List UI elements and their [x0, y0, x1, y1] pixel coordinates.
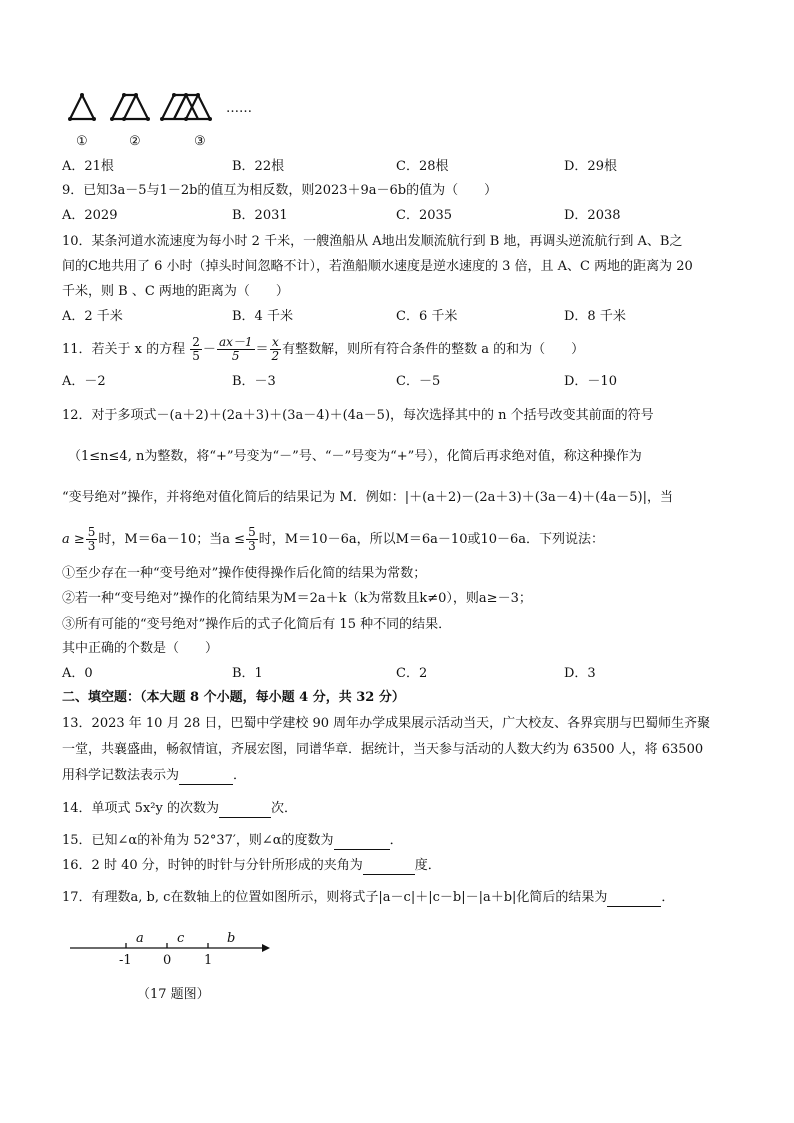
q13-line-1: 13．2023 年 10 月 28 日，巴蜀中学建校 90 周年办学成果展示活动当天，广大校友、各界宾朋与巴蜀师生齐聚 — [62, 716, 711, 731]
q12-line-1: 12．对于多项式－(a＋2)＋(2a＋3)＋(3a－4)＋(4a－5)，每次选择其中的 n 个括号改变其前面的符号 — [62, 408, 654, 423]
q11-frac3-numerator: x — [270, 336, 282, 350]
figure-ellipsis: …… — [226, 101, 252, 116]
q12-question: 其中正确的个数是（ ） — [62, 641, 219, 656]
q11-option-a: A．－2 — [62, 374, 106, 389]
q11-frac2-denominator: 5 — [231, 349, 240, 363]
q10-option-b: B．4 千米 — [232, 309, 293, 324]
q12-statement-2: ②若一种“变号绝对”操作的化简结果为M＝2a＋k（k为常数且k≠0），则a≥－3； — [62, 591, 532, 606]
q12-frac1-denominator: 3 — [87, 539, 96, 553]
q12-line-2: （1≤n≤4, n为整数，将“+”号变为“－”号、“－”号变为“+”号），化简后再求绝对值，称这种操作为 — [68, 449, 642, 464]
q9-option-c: C．2035 — [396, 208, 453, 223]
q10-line-3: 千米，则 B 、C 两地的距离为（ ） — [62, 284, 289, 299]
q16-line — [62, 857, 441, 875]
q8-option-a: A．21根 — [62, 159, 114, 174]
point-a-label: a — [136, 931, 144, 946]
q13-line3-text: 用科学记数法表示为 — [62, 768, 180, 783]
q12-line4-part-c: 时，M＝10－6a，所以M＝6a－10或10－6a．下列说法： — [258, 532, 605, 547]
q16-end: 度． — [414, 858, 441, 873]
q12-frac1-numerator: 5 — [87, 525, 96, 539]
q10-option-a: A．2 千米 — [62, 309, 123, 324]
q14-text: 14．单项式 5x²y 的次数为 — [62, 801, 219, 816]
q14-answer-blank[interactable] — [219, 803, 271, 818]
q11-prefix: 11．若关于 x 的方程 — [62, 342, 186, 357]
q8-option-d: D．29根 — [564, 159, 617, 174]
q13-end: ． — [233, 768, 247, 783]
q11-fraction-1 — [190, 336, 202, 363]
q10-line-1: 10．某条河道水流速度为每小时 2 千米，一艘渔船从 A地出发顺流航行到 B 地，再调头逆流航行到 A、B之 — [62, 234, 683, 249]
q9-option-a: A．2029 — [62, 208, 118, 223]
figure-label-1: ① — [76, 134, 88, 149]
q12-statement-3: ③所有可能的“变号绝对”操作后的式子化简后有 15 种不同的结果． — [62, 617, 452, 632]
number-line-arrow — [262, 944, 270, 952]
figure-label-2: ② — [129, 134, 141, 149]
q8-option-b: B．22根 — [232, 159, 285, 174]
q12-frac2-numerator: 5 — [248, 525, 256, 539]
tick-label-0: 0 — [163, 953, 172, 968]
q11-option-c: C．－5 — [396, 374, 441, 389]
q11-fraction-2 — [217, 336, 255, 363]
q14-end: 次． — [270, 801, 297, 816]
q12-option-d: D．3 — [564, 666, 596, 681]
q9-option-b: B．2031 — [232, 208, 288, 223]
q17-text: 17．有理数a, b, c在数轴上的位置如图所示，则将式子|a－c|＋|c－b|－|a＋b|化简后的结果为 — [62, 890, 608, 905]
q12-option-a: A．0 — [62, 666, 93, 681]
q17-answer-blank[interactable] — [607, 892, 661, 907]
q11-option-d: D．－10 — [564, 374, 617, 389]
q11-suffix: 有整数解，则所有符合条件的整数 a 的和为（ ） — [282, 342, 585, 357]
q16-text: 16．2 时 40 分，时钟的时针与分针所形成的夹角为 — [62, 858, 363, 873]
section-2-heading: 二、填空题：（本大题 8 个小题，每小题 4 分，共 32 分） — [62, 690, 405, 705]
q17-end: ． — [661, 890, 675, 905]
q11-frac3-denominator: 2 — [271, 349, 280, 363]
q12-line4-part-a: a ≥ — [62, 532, 85, 547]
q12-statement-1: ①至少存在一种“变号绝对”操作使得操作后化简的结果为常数； — [62, 566, 427, 581]
q12-option-b: B．1 — [232, 666, 263, 681]
q12-line4-part-b: 时，M＝6a－10；当a ≤ — [98, 532, 246, 547]
q10-line-2: 间的C地共用了 6 小时（掉头时间忽略不计），若渔船顺水速度是逆水速度的 3 倍，且 A、C 两地的距离为 20 — [62, 259, 693, 274]
q15-line — [62, 832, 403, 850]
q12-fraction-1 — [86, 526, 98, 553]
q12-fraction-2 — [246, 526, 258, 553]
q11-minus: － — [202, 342, 216, 357]
point-c-label: c — [177, 931, 185, 946]
tick-label-1: 1 — [204, 953, 213, 968]
q16-answer-blank[interactable] — [363, 860, 415, 875]
figure-label-3: ③ — [194, 134, 206, 149]
q15-answer-blank[interactable] — [334, 835, 390, 850]
q10-option-c: C．6 千米 — [396, 309, 458, 324]
q17-line — [62, 889, 674, 907]
q15-end: ． — [389, 833, 403, 848]
q9-stem: 9．已知3a－5与1－2b的值互为相反数，则2023＋9a－6b的值为（ ） — [62, 183, 498, 198]
q8-option-c: C．28根 — [396, 159, 449, 174]
q12-option-c: C．2 — [396, 666, 428, 681]
figure-17-caption: （17 题图） — [137, 987, 210, 1002]
q13-line-3 — [62, 767, 246, 785]
q11-frac1-numerator: 2 — [192, 335, 200, 349]
q10-option-d: D．8 千米 — [564, 309, 626, 324]
q11-stem — [62, 332, 584, 368]
q11-frac1-denominator: 5 — [192, 349, 200, 363]
q13-line-2: 一堂，共襄盛曲，畅叙情谊，齐展宏图，同谱华章．据统计，当天参与活动的人数大约为 63500 人，将 63500 — [62, 742, 704, 757]
point-b-label: b — [227, 931, 236, 946]
q14-line — [62, 800, 297, 818]
q11-option-b: B．－3 — [232, 374, 276, 389]
q11-frac2-numerator: ax－1 — [218, 335, 253, 349]
tick-label-minus-1: -1 — [119, 953, 132, 968]
q11-equals: ＝ — [255, 342, 269, 357]
q12-line-3: “变号绝对”操作，并将绝对值化简后的结果记为 M．例如：|＋(a＋2)－(2a＋3)＋(3a－4)＋(4a－5)|，当 — [62, 490, 673, 505]
q9-option-d: D．2038 — [564, 208, 621, 223]
matchstick-triangles-figure — [60, 88, 280, 152]
q15-text: 15．已知∠α的补角为 52°37′，则∠α的度数为 — [62, 833, 334, 848]
q13-answer-blank[interactable] — [179, 770, 233, 785]
q12-line-4 — [62, 522, 604, 558]
q11-fraction-3 — [270, 336, 282, 363]
q12-frac2-denominator: 3 — [248, 539, 256, 553]
